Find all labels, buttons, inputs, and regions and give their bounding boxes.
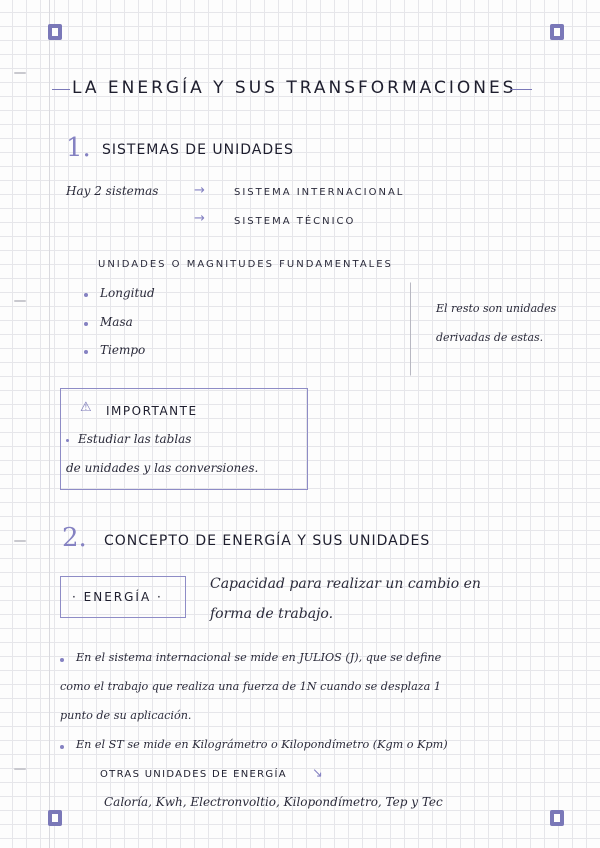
fundamental-item: Longitud bbox=[100, 286, 155, 300]
system-international: SISTEMA INTERNACIONAL bbox=[234, 187, 405, 198]
section-2-number: 2. bbox=[62, 523, 87, 553]
binder-hole bbox=[14, 768, 26, 770]
bullet bbox=[66, 439, 69, 442]
bullet bbox=[84, 350, 88, 354]
section-1-title: SISTEMAS DE UNIDADES bbox=[102, 142, 294, 158]
important-line1: Estudiar las tablas bbox=[78, 432, 192, 446]
binder-hole bbox=[14, 300, 26, 302]
arrow-right-icon: → bbox=[194, 183, 205, 198]
brace bbox=[400, 282, 411, 376]
st-paragraph: En el ST se mide en Kilográmetro o Kilopondímetro (Kgm o Kpm) bbox=[76, 738, 448, 751]
title-rule-right bbox=[510, 89, 532, 90]
margin-line bbox=[49, 0, 50, 848]
page-title: LA ENERGÍA Y SUS TRANSFORMACIONES bbox=[72, 78, 517, 98]
corner-marker-icon bbox=[48, 24, 62, 40]
bullet bbox=[60, 745, 64, 749]
corner-marker-icon bbox=[48, 810, 62, 826]
corner-marker-icon bbox=[550, 810, 564, 826]
energy-term: · ENERGÍA · bbox=[72, 590, 163, 604]
warning-icon: ⚠ bbox=[80, 400, 92, 415]
arrow-right-icon: → bbox=[194, 211, 205, 226]
bullet bbox=[60, 658, 64, 662]
other-units-list: Caloría, Kwh, Electronvoltio, Kilopondímetro, Tep y Tec bbox=[104, 795, 443, 809]
bullet bbox=[84, 322, 88, 326]
fundamental-item: Masa bbox=[100, 315, 133, 329]
fundamental-item: Tiempo bbox=[100, 343, 146, 357]
binder-hole bbox=[14, 540, 26, 542]
si-paragraph-line2: como el trabajo que realiza una fuerza de 1N cuando se desplaza 1 bbox=[60, 680, 441, 693]
corner-marker-icon bbox=[550, 24, 564, 40]
important-heading: IMPORTANTE bbox=[106, 404, 198, 418]
fundamentals-heading: UNIDADES O MAGNITUDES FUNDAMENTALES bbox=[98, 259, 393, 270]
binder-hole bbox=[14, 72, 26, 74]
si-paragraph-line1: En el sistema internacional se mide en JULIOS (J), que se define bbox=[76, 651, 442, 664]
derived-note-line2: derivadas de estas. bbox=[436, 331, 544, 344]
bullet bbox=[84, 293, 88, 297]
arrow-down-icon: ↘ bbox=[312, 766, 323, 781]
system-technical: SISTEMA TÉCNICO bbox=[234, 216, 356, 227]
systems-intro: Hay 2 sistemas bbox=[66, 184, 159, 198]
section-2-title: CONCEPTO DE ENERGÍA Y SUS UNIDADES bbox=[104, 533, 431, 549]
si-paragraph-line3: punto de su aplicación. bbox=[60, 709, 192, 722]
section-1-number: 1. bbox=[66, 133, 91, 163]
energy-definition-line1: Capacidad para realizar un cambio en bbox=[210, 576, 481, 592]
derived-note-line1: El resto son unidades bbox=[436, 302, 557, 315]
title-rule-left bbox=[52, 89, 70, 90]
energy-definition-line2: forma de trabajo. bbox=[210, 606, 334, 622]
important-line2: de unidades y las conversiones. bbox=[66, 461, 259, 475]
other-units-heading: OTRAS UNIDADES DE ENERGÍA bbox=[100, 769, 287, 780]
